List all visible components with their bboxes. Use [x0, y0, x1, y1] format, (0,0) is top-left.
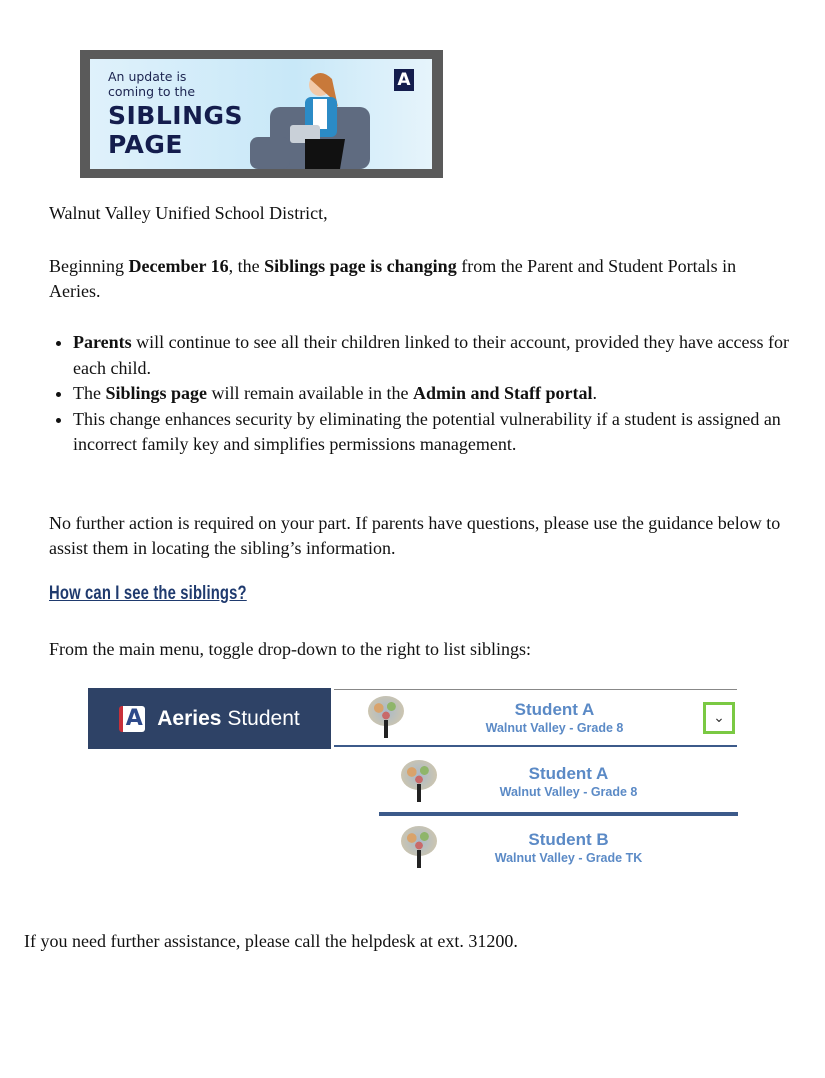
student-name: Student A [514, 699, 595, 719]
student-detail: Walnut Valley - Grade TK [494, 851, 643, 865]
app-name-bold: Aeries [157, 706, 222, 730]
aeries-logo-icon: A [119, 706, 145, 732]
school-tree-icon [399, 826, 439, 870]
aeries-header [88, 688, 331, 749]
chevron-down-icon[interactable]: ⌄ [703, 702, 735, 734]
banner-line1: An update is [108, 69, 187, 84]
app-name-light: Student [221, 706, 300, 730]
announcement-banner [80, 50, 443, 178]
instruction-text: From the main menu, toggle drop-down to the right to list siblings: [49, 639, 531, 659]
banner-title2: PAGE [108, 130, 183, 159]
woman-illustration-icon [250, 67, 380, 169]
banner-title1: SIBLINGS [108, 101, 244, 130]
intro-paragraph: Beginning December 16, the Siblings page is changing from the Parent and Student Portals in Aeries. [49, 256, 737, 301]
student-option[interactable] [379, 820, 738, 876]
section-heading: How can I see the siblings? [49, 583, 247, 604]
greeting: Walnut Valley Unified School District, [49, 203, 328, 223]
list-item: • The Siblings page will remain available in the Admin and Staff portal. [73, 381, 793, 407]
banner-line2: coming to the [108, 84, 196, 99]
current-student-selector[interactable] [334, 689, 737, 747]
student-option[interactable] [379, 752, 738, 816]
list-item: • This change enhances security by eliminating the potential vulnerability if a student is assigned an incorrect family key and simplifies permissions management. [73, 407, 793, 458]
aeries-logo-icon: A [394, 69, 414, 91]
school-tree-icon [366, 696, 406, 740]
change-list [49, 330, 793, 458]
helpdesk-text: If you need further assistance, please call the helpdesk at ext. 31200. [24, 931, 518, 951]
student-detail: Walnut Valley - Grade 8 [499, 785, 638, 799]
student-name: Student B [528, 830, 609, 849]
student-name: Student A [528, 764, 609, 783]
school-tree-icon [399, 760, 439, 804]
no-action-paragraph: No further action is required on your part. If parents have questions, please use the guidance below to assist them in locating the sibling’s information. [49, 513, 781, 558]
student-detail: Walnut Valley - Grade 8 [485, 720, 624, 735]
list-item: • Parents will continue to see all their children linked to their account, provided they have access for each child. [73, 330, 793, 381]
